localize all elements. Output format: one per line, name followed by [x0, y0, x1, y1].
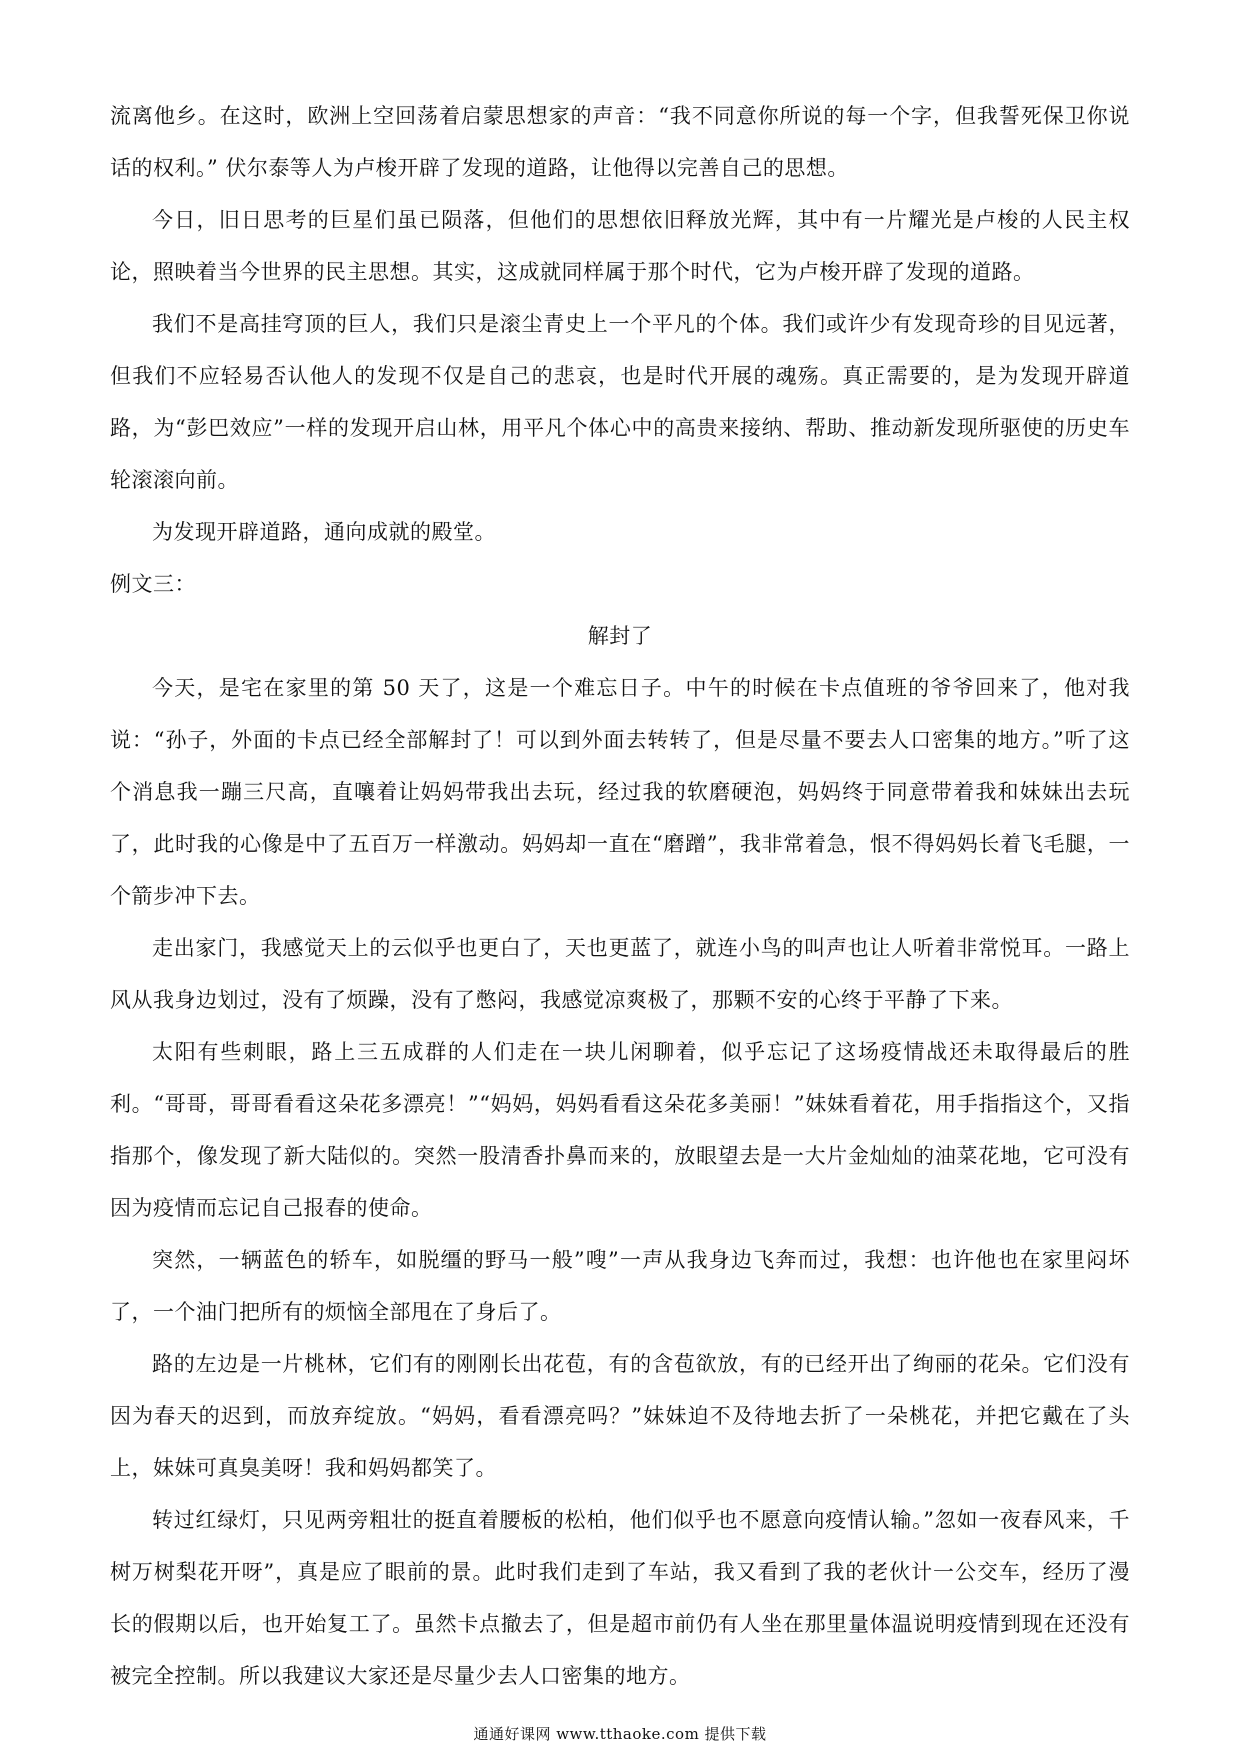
paragraph: 转过红绿灯，只见两旁粗壮的挺直着腰板的松柏，他们似乎也不愿意向疫情认输。”忽如一夜春风来，千树万树梨花开呀”，真是应了眼前的景。此时我们走到了车站，我又看到了我的老伙计一公交车，经历了漫长的假期以后，也开始复工了。虽然卡点撤去了，但是超市前仍有人坐在那里量体温说明疫情到现在还没有被完全控制。所以我建议大家还是尽量少去人口密集的地方。 — [110, 1508, 1130, 1688]
page-footer: 通通好课网 www.tthaoke.com 提供下载 — [473, 1725, 767, 1743]
paragraph: 今天，是宅在家里的第 50 天了，这是一个难忘日子。中午的时候在卡点值班的爷爷回来了，他对我说：“孙子，外面的卡点已经全部解封了！可以到外面去转转了，但是尽量不要去人口密集的地方。”听了这个消息我一蹦三尺高，直嚷着让妈妈带我出去玩，经过我的软磨硬泡，妈妈终于同意带着我和妹妹出去玩了，此时我的心像是中了五百万一样激动。妈妈却一直在“磨蹭”，我非常着急，恨不得妈妈长着飞毛腿，一个箭步冲下去。 — [110, 676, 1130, 908]
paragraph: 太阳有些刺眼，路上三五成群的人们走在一块儿闲聊着，似乎忘记了这场疫情战还未取得最后的胜利。“哥哥，哥哥看看这朵花多漂亮！”“妈妈，妈妈看看这朵花多美丽！”妹妹看着花，用手指指这个，又指指那个，像发现了新大陆似的。突然一股清香扑鼻而来的，放眼望去是一大片金灿灿的油菜花地，它可没有因为疫情而忘记自己报春的使命。 — [110, 1040, 1130, 1220]
essay-title: 解封了 — [587, 624, 653, 648]
document-body — [110, 90, 1130, 1702]
paragraph: 为发现开辟道路，通向成就的殿堂。 — [152, 520, 496, 544]
paragraph: 我们不是高挂穹顶的巨人，我们只是滚尘青史上一个平凡的个体。我们或许少有发现奇珍的目见远著，但我们不应轻易否认他人的发现不仅是自己的悲哀，也是时代开展的魂殇。真正需要的，是为发现开辟道路，为“彭巴效应”一样的发现开启山林，用平凡个体心中的高贵来接纳、帮助、推动新发现所驱使的历史车轮滚滚向前。 — [110, 312, 1130, 492]
paragraph: 今日，旧日思考的巨星们虽已陨落，但他们的思想依旧释放光辉，其中有一片耀光是卢梭的人民主权论，照映着当今世界的民主思想。其实，这成就同样属于那个时代，它为卢梭开辟了发现的道路。 — [110, 208, 1130, 284]
paragraph: 路的左边是一片桃林，它们有的刚刚长出花苞，有的含苞欲放，有的已经开出了绚丽的花朵。它们没有因为春天的迟到，而放弃绽放。“妈妈，看看漂亮吗？”妹妹迫不及待地去折了一朵桃花，并把它戴在了头上，妹妹可真臭美呀！我和妈妈都笑了。 — [110, 1352, 1130, 1480]
paragraph: 突然，一辆蓝色的轿车，如脱缰的野马一般”嗖”一声从我身边飞奔而过，我想：也许他也在家里闷坏了，一个油门把所有的烦恼全部甩在了身后了。 — [110, 1248, 1130, 1324]
example-label: 例文三： — [110, 572, 196, 596]
paragraph: 流离他乡。在这时，欧洲上空回荡着启蒙思想家的声音：“我不同意你所说的每一个字，但我誓死保卫你说话的权利。” 伏尔泰等人为卢梭开辟了发现的道路，让他得以完善自己的思想。 — [110, 104, 1130, 180]
paragraph: 走出家门，我感觉天上的云似乎也更白了，天也更蓝了，就连小鸟的叫声也让人听着非常悦耳。一路上风从我身边划过，没有了烦躁，没有了憋闷，我感觉凉爽极了，那颗不安的心终于平静了下来。 — [110, 936, 1130, 1012]
